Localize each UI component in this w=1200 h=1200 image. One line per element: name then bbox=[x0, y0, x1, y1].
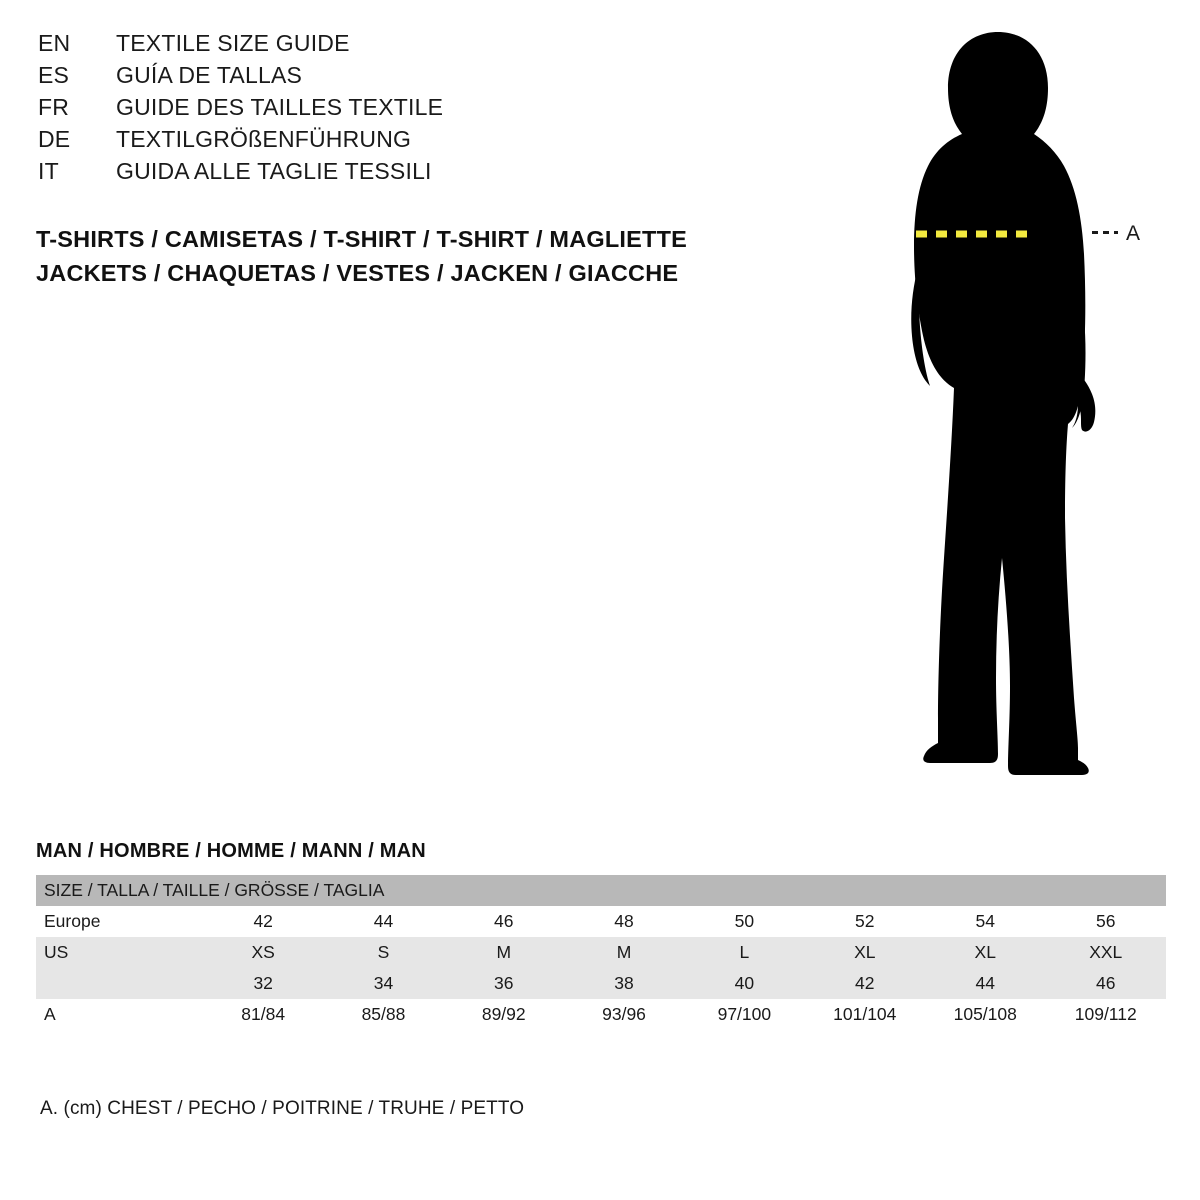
cell-value: 42 bbox=[203, 906, 323, 937]
language-code: EN bbox=[38, 30, 71, 56]
cell-value: M bbox=[564, 937, 684, 968]
garment-type-list bbox=[36, 222, 836, 290]
cell-value: 40 bbox=[684, 968, 804, 999]
language-title: GUÍA DE TALLAS bbox=[116, 62, 303, 88]
row-label bbox=[36, 968, 203, 999]
language-title-list bbox=[38, 30, 738, 190]
table-row bbox=[36, 968, 1166, 999]
cell-value: 48 bbox=[564, 906, 684, 937]
garment-type-tshirts: T-SHIRTS / CAMISETAS / T-SHIRT / T-SHIRT / MAGLIETTE bbox=[36, 226, 687, 252]
cell-value: 52 bbox=[805, 906, 925, 937]
cell-value: 54 bbox=[925, 906, 1045, 937]
language-code: ES bbox=[38, 62, 70, 88]
cell-value: 32 bbox=[203, 968, 323, 999]
size-table-section bbox=[36, 840, 1166, 1030]
cell-value: 81/84 bbox=[203, 999, 323, 1030]
measure-label-a: A bbox=[1126, 222, 1141, 245]
footnote-chest-measure: A. (cm) CHEST / PECHO / POITRINE / TRUHE / PETTO bbox=[40, 1098, 525, 1119]
language-title: GUIDA ALLE TAGLIE TESSILI bbox=[116, 158, 432, 184]
cell-value: 46 bbox=[1045, 968, 1166, 999]
cell-value: 46 bbox=[444, 906, 564, 937]
garment-type-jackets: JACKETS / CHAQUETAS / VESTES / JACKEN / GIACCHE bbox=[36, 260, 679, 286]
language-row bbox=[38, 94, 738, 126]
measure-leader-dashes bbox=[1092, 231, 1118, 234]
cell-value: M bbox=[444, 937, 564, 968]
cell-value: XL bbox=[925, 937, 1045, 968]
cell-value: 101/104 bbox=[805, 999, 925, 1030]
language-row bbox=[38, 126, 738, 158]
cell-value: 34 bbox=[323, 968, 443, 999]
row-label: US bbox=[36, 937, 203, 968]
size-table bbox=[36, 875, 1166, 1030]
language-row bbox=[38, 158, 738, 190]
cell-value: L bbox=[684, 937, 804, 968]
cell-value: 56 bbox=[1045, 906, 1166, 937]
cell-value: 38 bbox=[564, 968, 684, 999]
cell-value: XL bbox=[805, 937, 925, 968]
cell-value: 42 bbox=[805, 968, 925, 999]
language-row bbox=[38, 30, 738, 62]
table-row bbox=[36, 906, 1166, 937]
language-title: TEXTILE SIZE GUIDE bbox=[116, 30, 350, 56]
language-title: GUIDE DES TAILLES TEXTILE bbox=[116, 94, 444, 120]
language-title: TEXTILGRÖßENFÜHRUNG bbox=[116, 126, 412, 152]
body-silhouette-figure bbox=[820, 18, 1180, 788]
cell-value: 89/92 bbox=[444, 999, 564, 1030]
language-code: DE bbox=[38, 126, 71, 152]
table-row bbox=[36, 937, 1166, 968]
language-code: FR bbox=[38, 94, 70, 120]
row-label: A bbox=[36, 999, 203, 1030]
cell-value: 44 bbox=[323, 906, 443, 937]
cell-value: S bbox=[323, 937, 443, 968]
cell-value: 109/112 bbox=[1045, 999, 1166, 1030]
cell-value: 105/108 bbox=[925, 999, 1045, 1030]
silhouette-shape bbox=[911, 32, 1095, 775]
cell-value: 44 bbox=[925, 968, 1045, 999]
cell-value: 36 bbox=[444, 968, 564, 999]
cell-value: 93/96 bbox=[564, 999, 684, 1030]
cell-value: 50 bbox=[684, 906, 804, 937]
row-label: Europe bbox=[36, 906, 203, 937]
table-header-label: SIZE / TALLA / TAILLE / GRÖSSE / TAGLIA bbox=[36, 875, 1166, 906]
table-header-row bbox=[36, 875, 1166, 906]
table-row bbox=[36, 999, 1166, 1030]
cell-value: 97/100 bbox=[684, 999, 804, 1030]
cell-value: 85/88 bbox=[323, 999, 443, 1030]
cell-value: XXL bbox=[1045, 937, 1166, 968]
language-code: IT bbox=[38, 158, 59, 184]
language-row bbox=[38, 62, 738, 94]
table-group-title: MAN / HOMBRE / HOMME / MANN / MAN bbox=[36, 840, 426, 862]
cell-value: XS bbox=[203, 937, 323, 968]
